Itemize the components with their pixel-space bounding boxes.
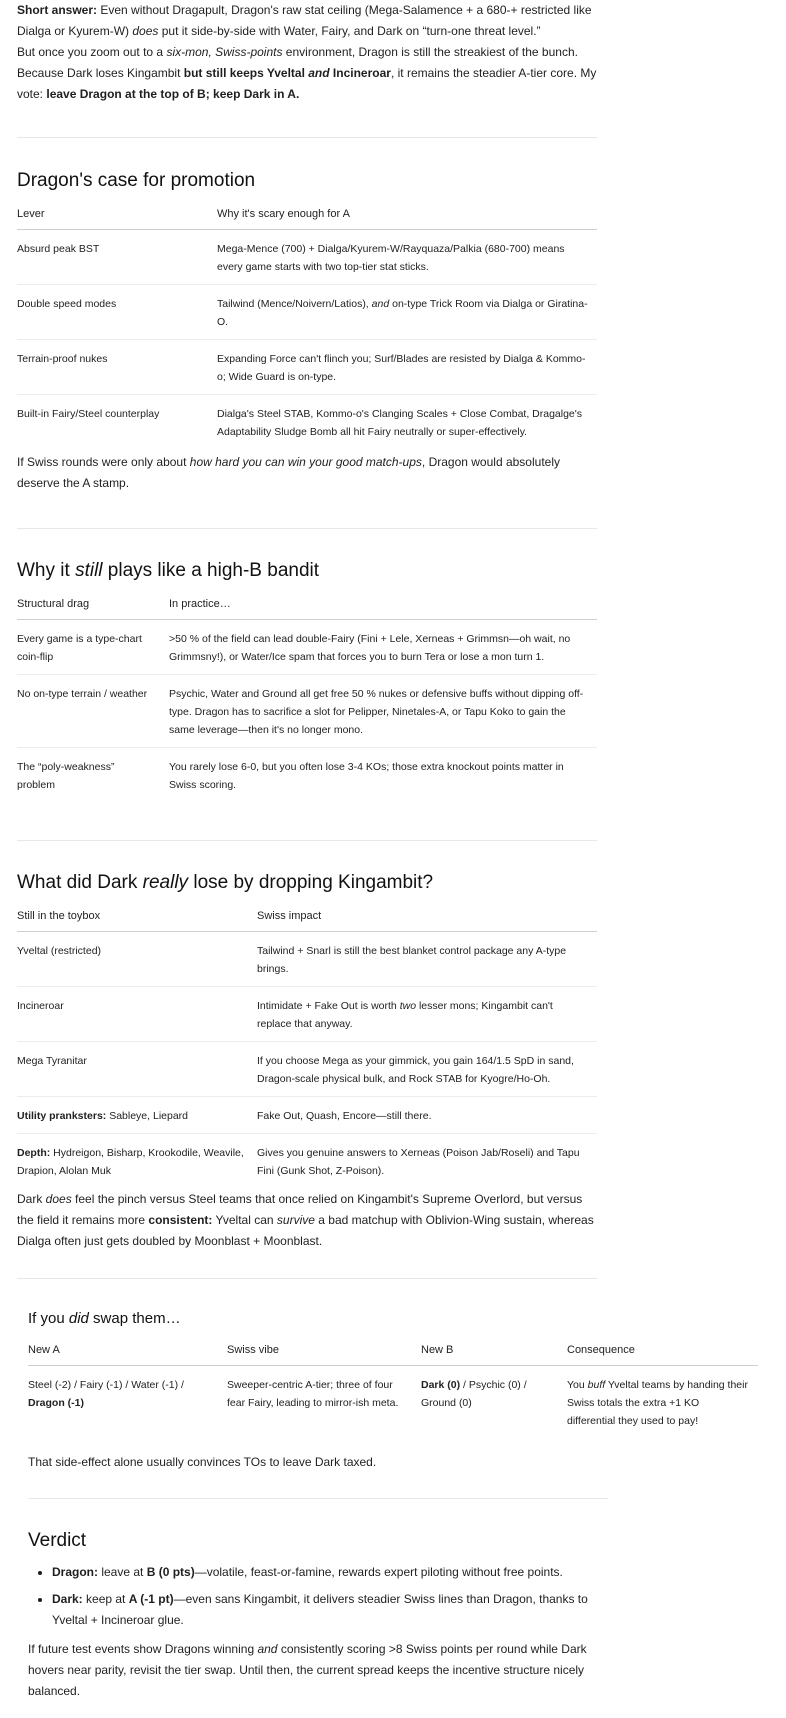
promotion-table (17, 204, 597, 449)
table-row: Mega Tyranitar If you choose Mega as your gimmick, you gain 164/1.5 SpD in sand, Dragon-scale physical bulk, and Rock STAB for Kyogre/Ho-Oh. (17, 1042, 597, 1097)
divider (28, 1498, 608, 1499)
verdict-heading: Verdict (28, 1530, 87, 1551)
table-row: Double speed modes Tailwind (Mence/Noivern/Latios), and on-type Trick Room via Dialga or Giratina-O. (17, 285, 597, 340)
divider (17, 528, 597, 529)
table-header: New A (28, 1340, 227, 1366)
divider (17, 137, 597, 138)
promotion-section (17, 168, 597, 449)
table-header: Why it's scary enough for A (217, 204, 597, 230)
list-item: • Dragon: leave at B (0 pts)—volatile, feast-or-famine, rewards expert piloting without free points. (52, 1562, 598, 1583)
promotion-heading: Dragon's case for promotion (17, 170, 256, 191)
table-header: Swiss impact (257, 906, 597, 932)
verdict-section (28, 1528, 598, 1702)
dark-section (17, 870, 597, 1188)
table-header: Structural drag (17, 594, 169, 620)
swap-table (28, 1340, 758, 1438)
bandit-heading: Why it still plays like a high-B bandit (17, 560, 320, 581)
intro-section (17, 0, 597, 105)
bandit-table (17, 594, 597, 802)
table-row: Built-in Fairy/Steel counterplay Dialga's Steel STAB, Kommo-o's Clanging Scales + Close Combat, Dragalge's Adaptability Sludge Bomb all hit Fairy neutrally or super-effectively. (17, 408, 583, 438)
table-header: Still in the toybox (17, 906, 257, 932)
dark-table (17, 906, 597, 1188)
table-row: Every game is a type-chart coin-flip >50 % of the field can lead double-Fairy (Fini + Lele, Xerneas + Grimmsn—oh wait, no Grimmsny!), or Water/Ice spam that forces you to burn Tera or lose a mon turn 1. (17, 620, 597, 675)
table-row: Incineroar Intimidate + Fake Out is worth two lesser mons; Kingambit can't replace that anyway. (17, 987, 597, 1042)
table-header: New B (421, 1340, 567, 1366)
table-row: Absurd peak BST Mega-Mence (700) + Dialga/Kyurem-W/Rayquaza/Palkia (680-700) means every game starts with two top-tier stat sticks. (17, 230, 597, 285)
intro-paragraph-1: Short answer: Even without Dragapult, Dragon's raw stat ceiling (Mega-Salamence + a 680-+ restricted like Dialga or Kyurem-W) does put it side-by-side with Water, Fairy, and Dark on “turn-one threat level.” (17, 3, 592, 38)
promotion-summary: If Swiss rounds were only about how hard you can win your good match-ups, Dragon would absolutely deserve the A stamp. (17, 455, 560, 490)
intro-paragraph-2: But once you zoom out to a six-mon, Swiss-points environment, Dragon is still the streakiest of the bunch. (17, 45, 578, 59)
table-header: Lever (17, 204, 217, 230)
table-row: No on-type terrain / weather Psychic, Water and Ground all get free 50 % nukes or defensive buffs without dipping off-type. Dragon has to sacrifice a slot for Pelipper, Ninetales-A, or Tapu Koko to gain the same leverage—then it's no longer mono. (17, 675, 597, 748)
table-row: Yveltal (restricted) Tailwind + Snarl is still the best blanket control package any A-type brings. (17, 932, 597, 987)
table-row: Utility pranksters: Sableye, Liepard Fake Out, Quash, Encore—still there. (17, 1097, 597, 1134)
verdict-list (28, 1562, 598, 1631)
swap-section (28, 1308, 758, 1438)
table-header: Consequence (567, 1340, 758, 1366)
table-header: In practice… (169, 594, 597, 620)
swap-summary: That side-effect alone usually convinces TOs to leave Dark taxed. (28, 1455, 377, 1469)
table-row: Steel (-2) / Fairy (-1) / Water (-1) / Dragon (-1) Sweeper-centric A-tier; three of four fear Fairy, leading to mirror-ish meta. Dark (0) / Psychic (0) / Ground (0) You buff Yveltal teams by handing their Swiss totals the extra +1 KO differential they used to pay! (28, 1379, 748, 1427)
bandit-section (17, 558, 597, 802)
dark-summary: Dark does feel the pinch versus Steel teams that once relied on Kingambit's Supreme Overlord, but versus the field it remains more consistent: Yveltal can survive a bad matchup with Oblivion-Wing sustain, whereas Dialga often just gets doubled by Moonblast + Moonblast. (17, 1192, 594, 1248)
intro-paragraph-3: Because Dark loses Kingambit but still keeps Yveltal and Incineroar, it remains the steadier A-tier core. My vote: leave Dragon at the top of B; keep Dark in A. (17, 66, 597, 101)
dark-heading: What did Dark really lose by dropping Kingambit? (17, 872, 434, 893)
table-row: The “poly-weakness” problem You rarely lose 6-0, but you often lose 3-4 KOs; those extra knockout points matter in Swiss scoring. (17, 761, 564, 791)
short-answer-label: Short answer: (17, 3, 98, 17)
verdict-final: If future test events show Dragons winning and consistently scoring >8 Swiss points per round while Dark hovers near parity, revisit the tier swap. Until then, the current spread keeps the incentive structure nicely balanced. (28, 1642, 587, 1698)
list-item: • Dark: keep at A (-1 pt)—even sans Kingambit, it delivers steadier Swiss lines than Dragon, thanks to Yveltal + Incineroar glue. (52, 1589, 598, 1631)
divider (17, 1278, 597, 1279)
divider (17, 840, 597, 841)
table-row: Depth: Hydreigon, Bisharp, Krookodile, Weavile, Drapion, Alolan Muk Gives you genuine answers to Xerneas (Poison Jab/Roseli) and Tapu Fini (Gunk Shot, Z-Poison). (17, 1147, 580, 1177)
swap-heading: If you did swap them… (28, 1310, 181, 1327)
table-header: Swiss vibe (227, 1340, 421, 1366)
table-row: Terrain-proof nukes Expanding Force can't flinch you; Surf/Blades are resisted by Dialga & Kommo-o; Wide Guard is on-type. (17, 340, 597, 395)
